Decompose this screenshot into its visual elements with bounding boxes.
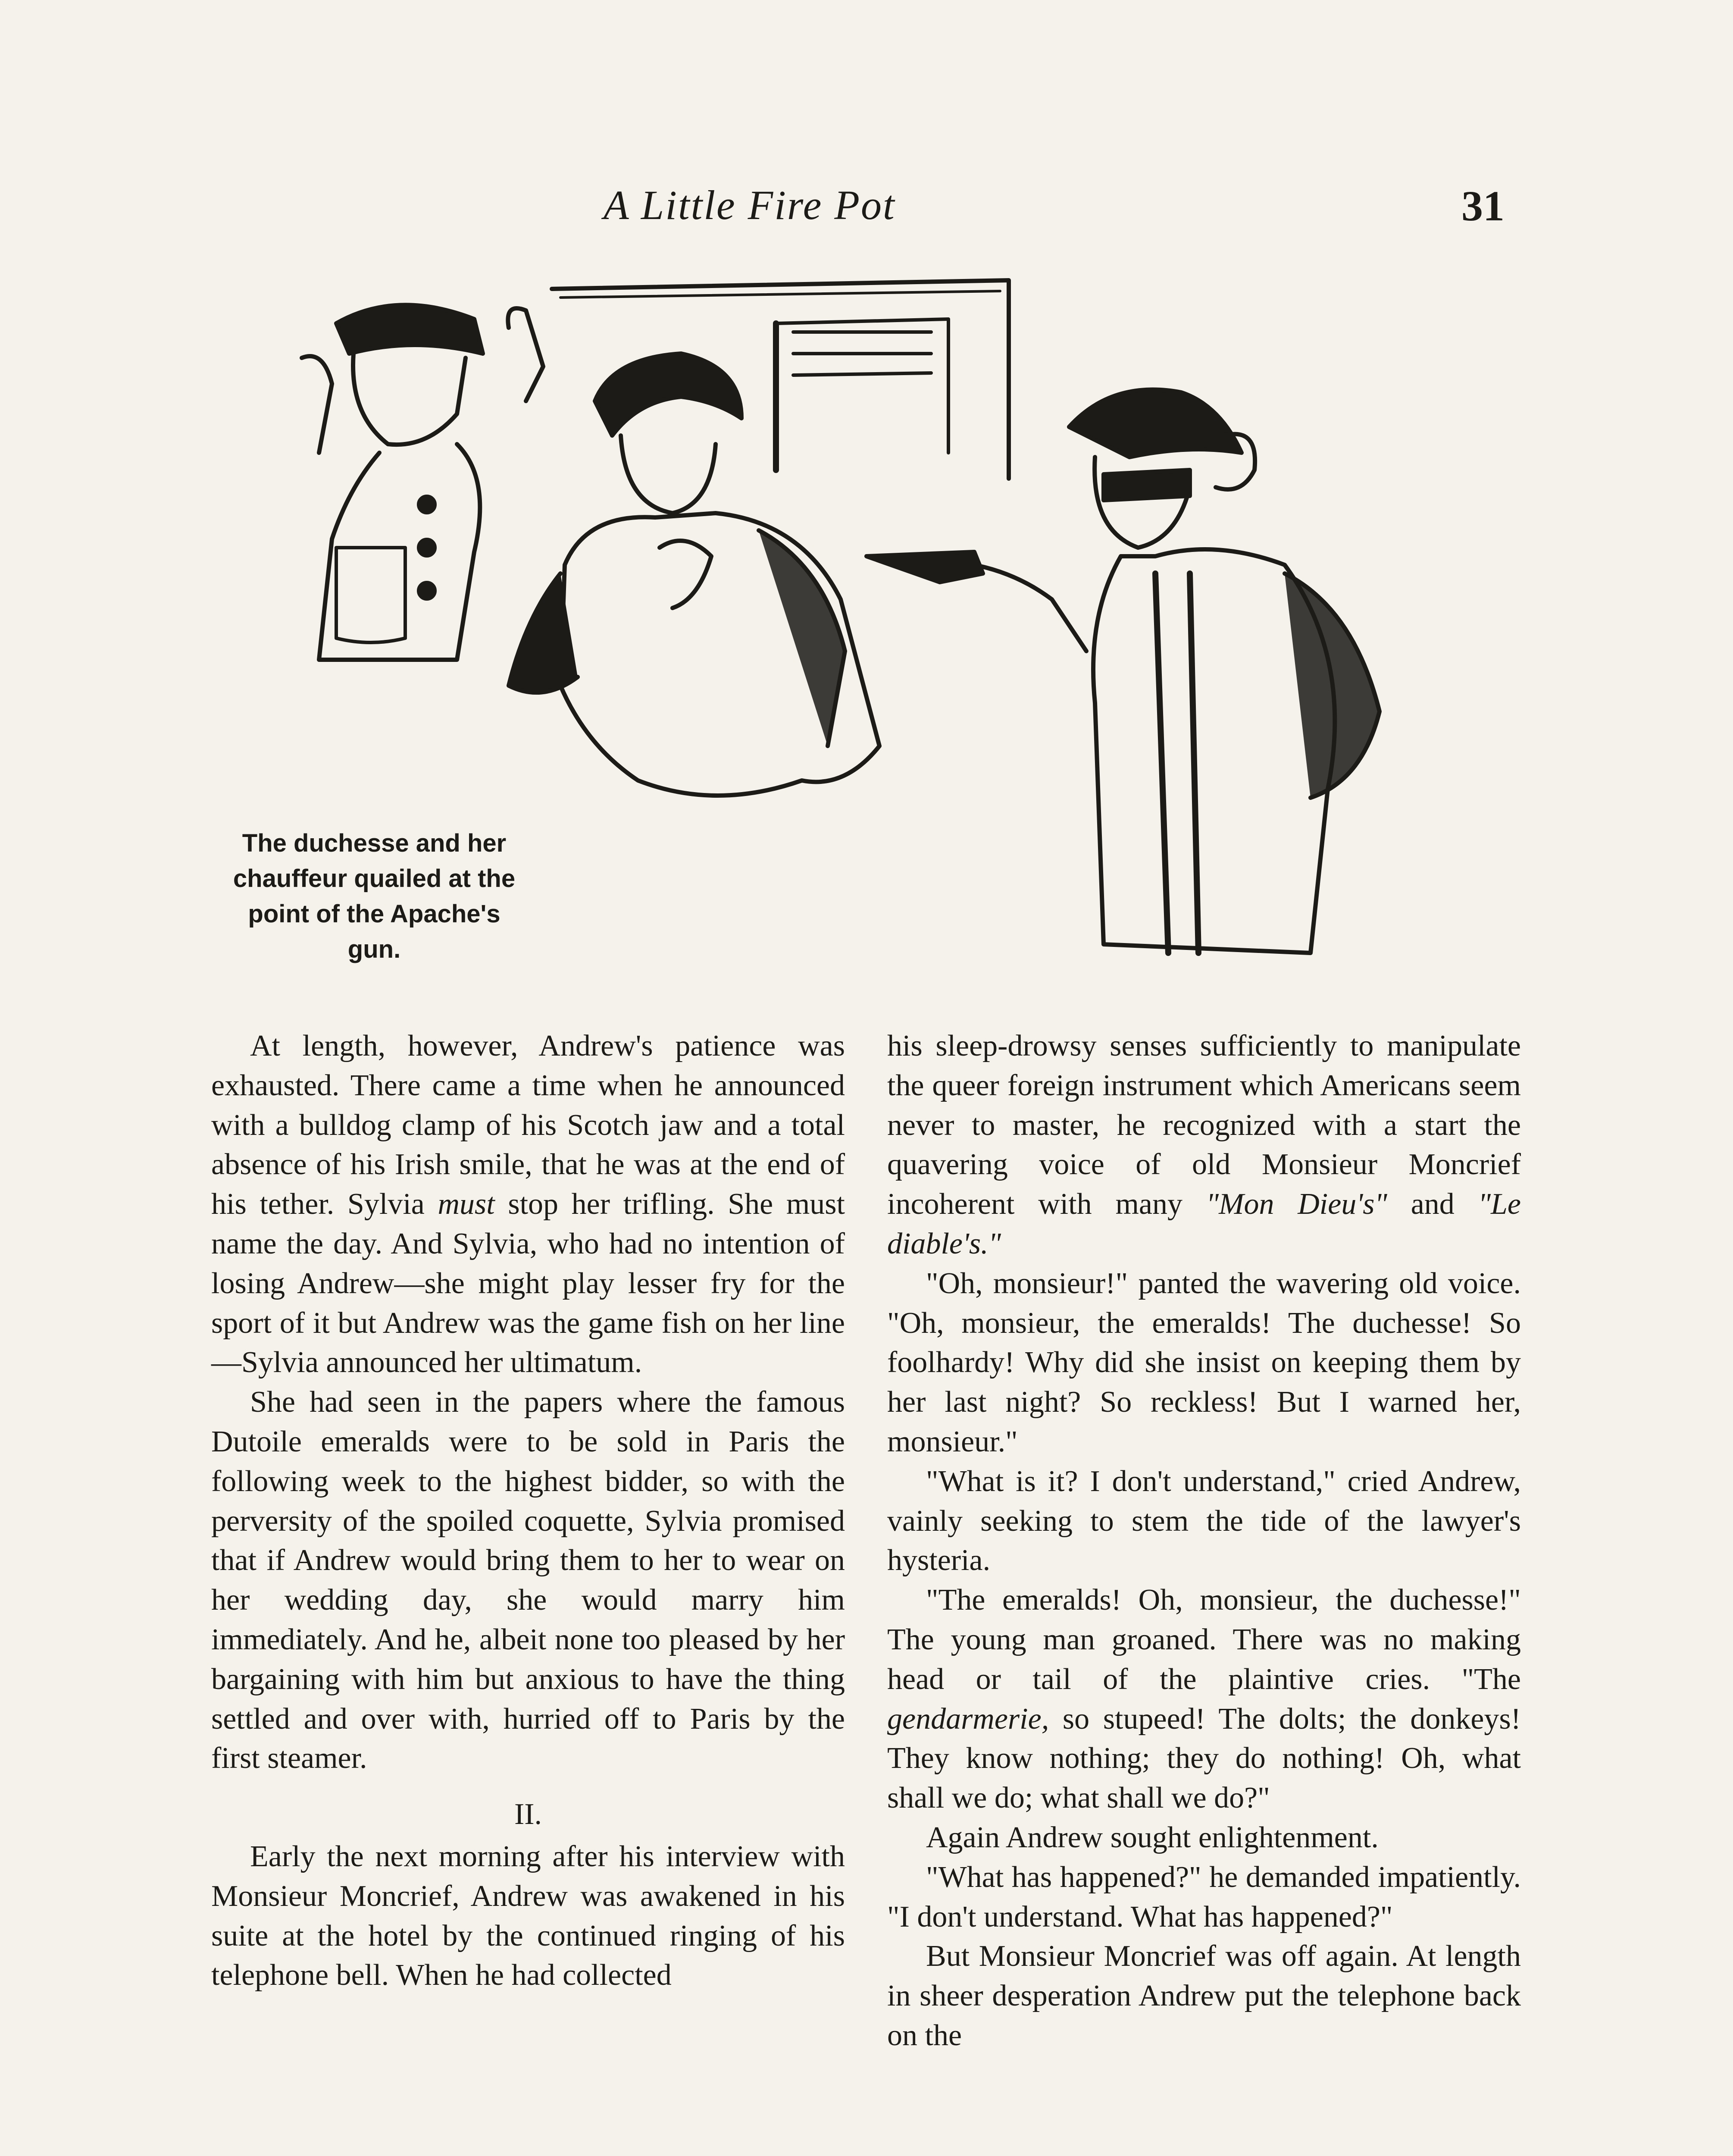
- paragraph: At length, however, Andrew's patience was exhausted. There came a time when he announced with a bulldog clamp of his Scotch jaw and a total absence of his Irish smile, that he was at the end of his tether. Sylvia must stop her trifling. She must name the day. And Sylvia, who had no intention of losing Andrew—she might play lesser fry for the sport of it but Andrew was the game fish on her line—Sylvia announced her ultimatum.: [211, 1029, 845, 1379]
- right-column: [887, 1026, 1521, 2056]
- gun: [866, 552, 983, 582]
- illustration-caption: [210, 826, 538, 967]
- paragraph: "The emeralds! Oh, monsieur, the duchesse!" The young man groaned. There was no making head or tail of the plaintive cries. "The gendarmerie, so stupeed! The dolts; the donkeys! They know nothing; they do nothing! Oh, what shall we do; what shall we do?": [887, 1583, 1521, 1815]
- paragraph: his sleep-drowsy senses sufficiently to manipulate the queer foreign instrument which Americans seem never to master, he recognized with a start the quavering voice of old Monsieur Moncrief incoherent with many "Mon Dieu's" and "Le diable's.": [887, 1029, 1521, 1260]
- duchesse-figure: [509, 354, 879, 796]
- caption-line: point of the Apache's: [248, 900, 501, 928]
- paragraph: She had seen in the papers where the famous Dutoile emeralds were to be sold in Paris the following week to the highest bidder, so with the perversity of the spoiled coquette, Sylvia promised that if Andrew would bring them to her to wear on her wedding day, she would marry him immediately. And he, albeit none too pleased by her bargaining with him but anxious to have the thing settled and over with, hurried off to Paris by the first steamer.: [211, 1385, 845, 1775]
- chauffeur-figure: [302, 305, 543, 660]
- caption-line: chauffeur quailed at the: [233, 865, 516, 893]
- section-heading: II.: [514, 1798, 542, 1831]
- paragraph: "What is it? I don't understand," cried Andrew, vainly seeking to stem the tide of the lawyer's hysteria.: [887, 1464, 1521, 1577]
- running-head: A Little Fire Pot: [604, 182, 896, 228]
- left-column: [211, 1026, 845, 1995]
- apache-figure: [1069, 390, 1380, 953]
- caption-line: gun.: [347, 935, 401, 963]
- caption-line: The duchesse and her: [242, 829, 507, 857]
- page-number: 31: [1461, 182, 1505, 230]
- paragraph: Again Andrew sought enlightenment.: [926, 1821, 1379, 1854]
- paragraph: But Monsieur Moncrief was off again. At length in sheer desperation Andrew put the telephone back on the: [887, 1940, 1521, 2052]
- paragraph: Early the next morning after his interview with Monsieur Moncrief, Andrew was awakened in his suite at the hotel by the continued ringing of his telephone bell. When he had collected: [211, 1839, 845, 1992]
- paragraph: "Oh, monsieur!" panted the wavering old voice. "Oh, monsieur, the emeralds! The duchesse! So foolhardy! Why did she insist on keeping them by her last night? So reckless! But I warned her, monsieur.": [887, 1266, 1521, 1458]
- paragraph: "What has happened?" he demanded impatiently. "I don't understand. What has happened?": [887, 1860, 1521, 1934]
